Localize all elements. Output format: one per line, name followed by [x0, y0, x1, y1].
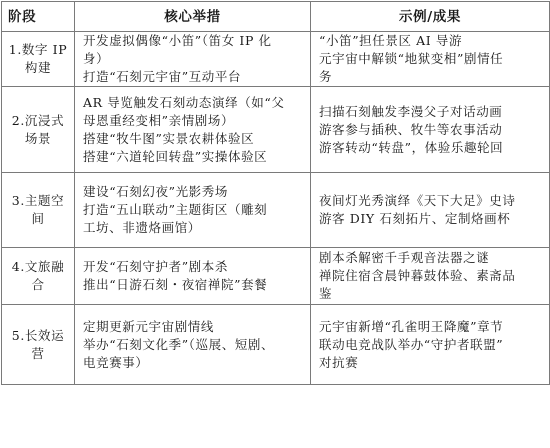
examples-cell — [311, 87, 550, 173]
examples-cell-line: 扫描石刻触发李漫父子对话动画 — [319, 103, 503, 119]
measures-cell — [75, 305, 311, 385]
measures-cell-line: 开发虚拟偶像“小笛”（笛女 IP 化 — [83, 33, 272, 48]
header-measures: 核心举措 — [75, 2, 311, 32]
stage-cell — [2, 248, 75, 305]
measures-cell-line: 推出“日游石刻・夜宿禅院”套餐 — [83, 277, 268, 292]
table-row — [2, 32, 550, 87]
examples-cell-line: 务 — [319, 69, 333, 84]
measures-cell-line: 身） — [83, 51, 110, 66]
measures-cell-line: 工坊、非遗烙画馆） — [83, 220, 201, 235]
examples-cell-line: 游客 DIY 石刻拓片、定制烙画杯 — [319, 211, 511, 226]
stage-cell-line: 4.文旅融合 — [11, 259, 65, 292]
stage-cell-line: 1.数字 IP — [8, 42, 68, 57]
table-row — [2, 173, 550, 248]
measures-cell — [75, 87, 311, 173]
measures-cell — [75, 248, 311, 305]
measures-cell — [75, 32, 311, 87]
header-stage: 阶段 — [2, 2, 75, 32]
stage-cell-line: 5.长效运营 — [11, 327, 65, 361]
measures-cell-line: 搭建“牧牛图”实景农耕体验区 — [83, 130, 255, 146]
examples-cell-line: 夜间灯光秀演绎《天下大足》史诗 — [319, 193, 516, 208]
examples-cell-line: 对抗赛 — [319, 354, 359, 370]
examples-cell — [311, 32, 550, 87]
examples-cell-line: 剧本杀解密千手观音法器之谜 — [319, 250, 490, 265]
measures-cell-line: 定期更新元宇宙剧情线 — [83, 318, 215, 334]
table-row — [2, 305, 550, 385]
examples-cell-line: 元宇宙新增“孔雀明王降魔”章节 — [319, 318, 504, 334]
stage-cell — [2, 87, 75, 173]
strategy-table — [1, 1, 550, 385]
stage-cell-line: 2.沉浸式 — [11, 112, 65, 128]
examples-cell-line: 禅院住宿含晨钟暮鼓体验、素斋品 — [319, 268, 516, 283]
measures-cell-line: 开发“石刻守护者”剧本杀 — [83, 259, 228, 274]
measures-cell-line: 打造“石刻元宇宙”互动平台 — [83, 69, 242, 84]
measures-cell-line: 建设“石刻幻夜”光影秀场 — [83, 184, 228, 199]
measures-cell-line: 母恩重经变相”亲情剧场） — [83, 112, 235, 128]
examples-cell-line: “小笛”担任景区 AI 导游 — [319, 33, 463, 48]
table-row — [2, 87, 550, 173]
measures-cell — [75, 173, 311, 248]
stage-cell-line: 3.主题空间 — [11, 193, 65, 226]
measures-cell-line: 电竞赛事） — [83, 354, 149, 370]
header-row — [2, 2, 550, 32]
stage-cell-line: 构建 — [24, 60, 52, 75]
examples-cell-line: 鉴 — [319, 286, 333, 301]
measures-cell-line: 搭建“六道轮回转盘”实操体验区 — [83, 148, 268, 164]
examples-cell — [311, 305, 550, 385]
examples-cell — [311, 248, 550, 305]
stage-cell-line: 场景 — [24, 130, 52, 146]
measures-cell-line: 打造“五山联动”主题街区（雕刻 — [83, 202, 268, 217]
measures-cell-line: AR 导览触发石刻动态演绎（如“父 — [83, 94, 285, 110]
table-row — [2, 248, 550, 305]
stage-cell — [2, 32, 75, 87]
stage-cell — [2, 305, 75, 385]
stage-cell — [2, 173, 75, 248]
measures-cell-line: 举办“石刻文化季”（巡展、短剧、 — [83, 336, 275, 352]
header-examples: 示例/成果 — [311, 2, 550, 32]
examples-cell-line: 联动电竞战队举办“守护者联盟” — [319, 336, 504, 352]
examples-cell-line: 游客转动“转盘”，体验乐趣轮回 — [319, 139, 504, 155]
examples-cell-line: 元宇宙中解锁“地狱变相”剧情任 — [319, 51, 504, 66]
examples-cell-line: 游客参与插秧、牧牛等农事活动 — [319, 121, 503, 137]
examples-cell — [311, 173, 550, 248]
